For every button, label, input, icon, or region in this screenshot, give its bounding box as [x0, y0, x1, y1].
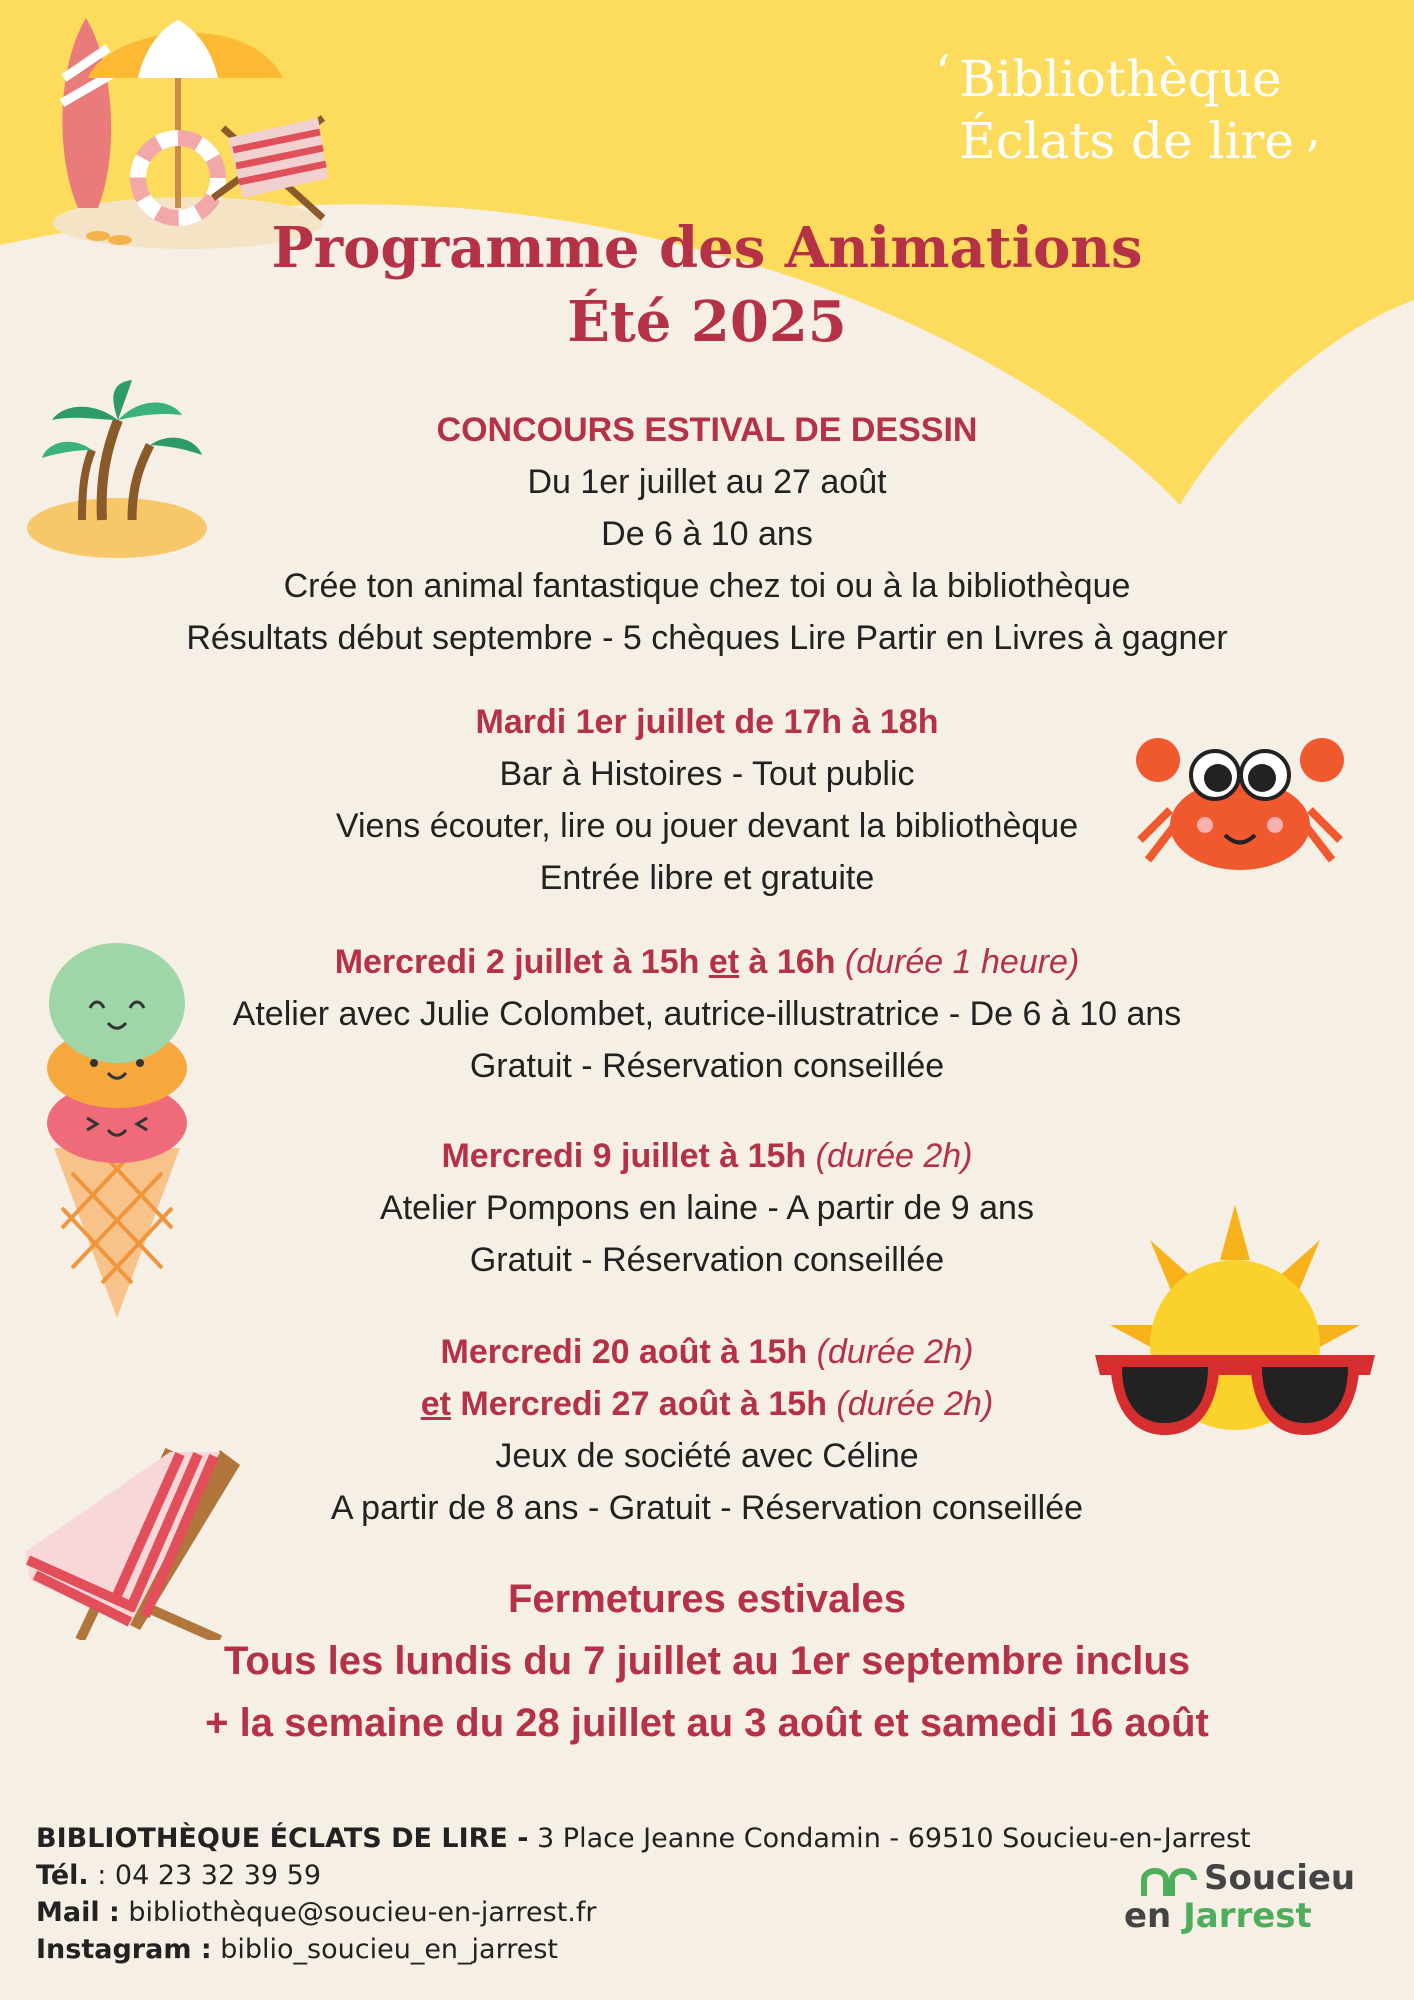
event-2-line: Gratuit - Réservation conseillée: [469, 1047, 945, 1085]
title-line2: Été 2025: [567, 289, 847, 355]
event-1-section: [0, 696, 1414, 904]
event-2-duration: (durée 1 heure): [844, 943, 1080, 981]
brand-name: [935, 45, 1320, 187]
event-1-line: Viens écouter, lire ou jouer devant la bibliothèque: [335, 807, 1079, 845]
event-3-line: Atelier Pompons en laine - A partir de 9 ans: [380, 1189, 1034, 1227]
event-3-line: Gratuit - Réservation conseillée: [469, 1241, 945, 1279]
logo-en: en: [1124, 1896, 1184, 1936]
footer-mail-line: [36, 1894, 1251, 1931]
footer-tel: : 04 23 32 39 59: [88, 1860, 322, 1891]
logo-line2: [1124, 1896, 1312, 1936]
title-line1: Programme des Animations: [271, 215, 1143, 281]
event-4-section: [0, 1326, 1414, 1534]
footer-contact: [36, 1820, 1251, 1968]
event-4-heading-2: [0, 1378, 1414, 1430]
event-2-heading-part: Mercredi 2 juillet à 15h: [334, 943, 709, 981]
event-4-heading-part: Mercredi 27 août à 15h: [450, 1385, 837, 1423]
close-quote-icon: ’: [1304, 131, 1320, 187]
logo-line1: Soucieu: [1204, 1858, 1356, 1898]
closures-line: + la semaine du 28 juillet au 3 août et samedi 16 août: [205, 1701, 1209, 1745]
open-quote-icon: ‘: [935, 45, 951, 101]
event-2-heading-et: et: [708, 943, 740, 981]
footer-mail[interactable]: bibliothèque@soucieu-en-jarrest.fr: [119, 1897, 597, 1928]
contest-section: [0, 404, 1414, 664]
closures-section: [0, 1568, 1414, 1754]
event-2-section: [0, 936, 1414, 1092]
brand-line1: Bibliothèque: [959, 50, 1282, 108]
event-2-heading-part: à 16h: [739, 943, 845, 981]
event-1-line: Bar à Histoires - Tout public: [499, 755, 915, 793]
closures-heading: Fermetures estivales: [507, 1577, 906, 1621]
contest-line: Du 1er juillet au 27 août: [527, 463, 887, 501]
event-2-line: Atelier avec Julie Colombet, autrice-illustratrice - De 6 à 10 ans: [232, 995, 1182, 1033]
footer-address: 3 Place Jeanne Condamin - 69510 Soucieu-en-Jarrest: [528, 1823, 1251, 1854]
event-3-duration: (durée 2h): [815, 1137, 973, 1175]
contest-heading: CONCOURS ESTIVAL DE DESSIN: [436, 411, 978, 449]
event-4-duration-2: (durée 2h): [836, 1385, 994, 1423]
footer-insta-label: Instagram :: [36, 1934, 212, 1965]
contest-line: Résultats début septembre - 5 chèques Lire Partir en Livres à gagner: [186, 619, 1228, 657]
event-4-duration-1: (durée 2h): [816, 1333, 974, 1371]
brand-line2: Éclats de lire: [959, 112, 1294, 170]
logo-jarrest: Jarrest: [1183, 1896, 1312, 1936]
event-4-line: Jeux de société avec Céline: [495, 1437, 919, 1475]
logo-arches-icon: [1140, 1860, 1202, 1896]
contest-line: Crée ton animal fantastique chez toi ou à la bibliothèque: [283, 567, 1131, 605]
footer-insta-line: [36, 1931, 1251, 1968]
closures-line: Tous les lundis du 7 juillet au 1er septembre inclus: [223, 1639, 1191, 1683]
footer-insta[interactable]: biblio_soucieu_en_jarrest: [211, 1934, 558, 1965]
event-1-line: Entrée libre et gratuite: [539, 859, 875, 897]
event-3-heading-part: Mercredi 9 juillet à 15h: [441, 1137, 816, 1175]
footer-org-label: BIBLIOTHÈQUE ÉCLATS DE LIRE -: [36, 1823, 529, 1854]
contest-line: De 6 à 10 ans: [601, 515, 813, 553]
event-3-heading: [0, 1130, 1414, 1182]
page-title: [0, 212, 1414, 360]
event-1-heading: Mardi 1er juillet de 17h à 18h: [475, 703, 939, 741]
footer-tel-label: Tél.: [36, 1860, 89, 1891]
event-4-heading-et: et: [420, 1385, 451, 1423]
event-4-heading-part: Mercredi 20 août à 15h: [440, 1333, 817, 1371]
event-4-line: A partir de 8 ans - Gratuit - Réservation conseillée: [330, 1489, 1084, 1527]
footer-mail-label: Mail :: [36, 1897, 120, 1928]
event-2-heading: [0, 936, 1414, 988]
event-4-heading-1: [0, 1326, 1414, 1378]
footer-address-line: [36, 1820, 1251, 1857]
footer-tel-line: [36, 1857, 1251, 1894]
event-3-section: [0, 1130, 1414, 1286]
